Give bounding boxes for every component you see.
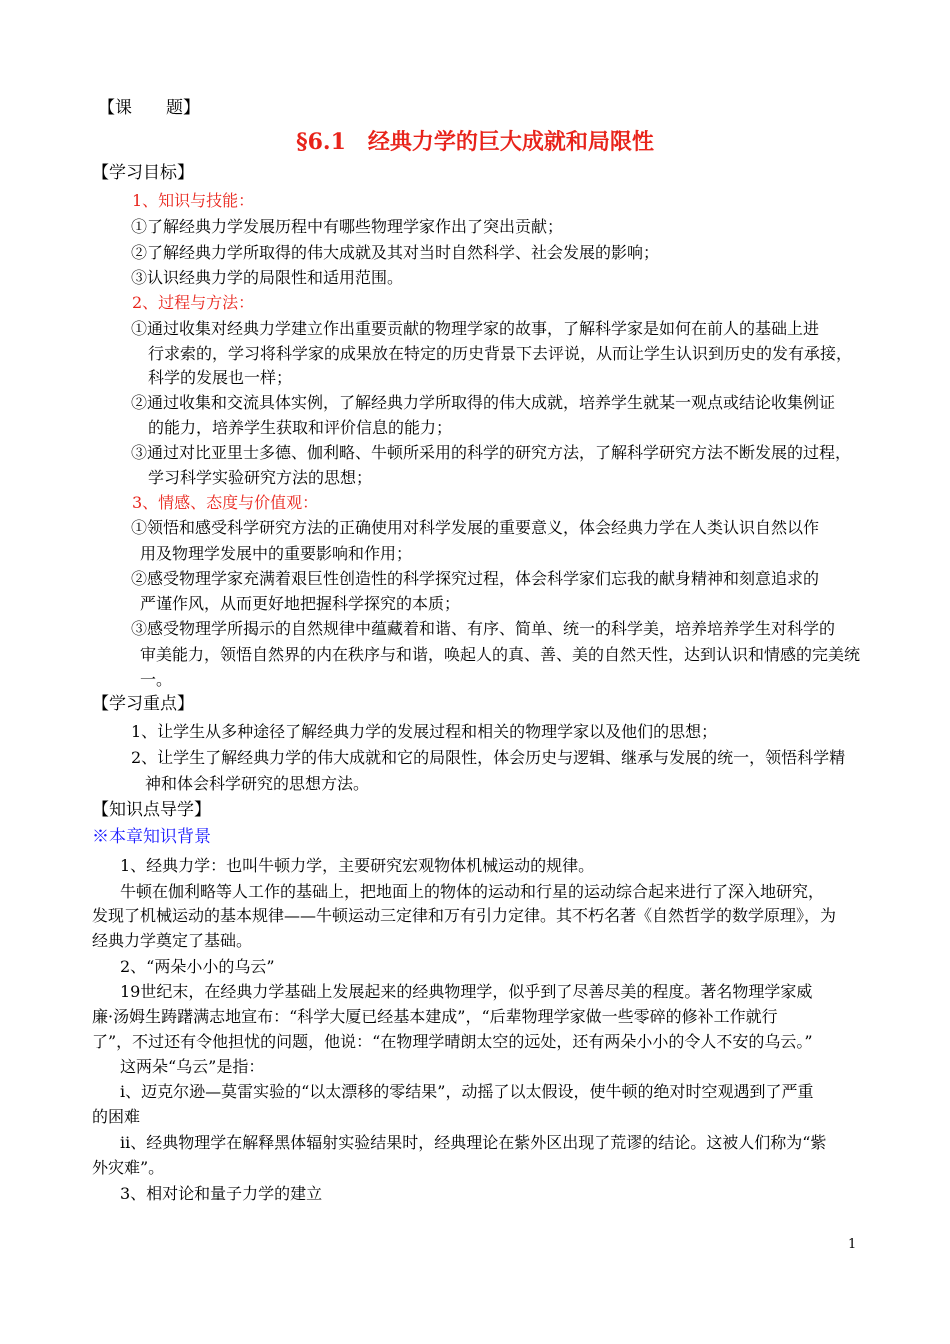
attitude-line: 严谨作风，从而更好地把握科学探究的本质； — [140, 594, 461, 613]
key-points-heading: 【学习重点】 — [92, 694, 194, 714]
process-line: 行求索的，学习将科学家的成果放在特定的历史背景下去评说，从而让学生认识到历史的发有承接， — [148, 344, 853, 363]
attitude-line: 一。 — [140, 670, 173, 689]
background-heading: ※本章知识背景 — [92, 827, 211, 847]
guide-line: 牛顿在伽利略等人工作的基础上，把地面上的物体的运动和行星的运动综合起来进行了深入地研究， — [120, 882, 825, 901]
topic-label: 【课 题】 — [98, 98, 200, 118]
key-point-line: 2、让学生了解经典力学的伟大成就和它的局限性，体会历史与逻辑、继承与发展的统一，领悟科学精 — [131, 748, 846, 767]
page-title: §6.1 经典力学的巨大成就和局限性 — [296, 129, 654, 155]
attitude-line: ②感受物理学家充满着艰巨性创造性的科学探究过程，体会科学家们忘我的献身精神和刻意追求的 — [131, 569, 820, 588]
knowledge-item: ①了解经典力学发展历程中有哪些物理学家作出了突出贡献； — [131, 217, 564, 236]
process-line: ②通过收集和交流具体实例，了解经典力学所取得的伟大成就，培养学生就某一观点或结论收集例证 — [131, 393, 836, 412]
guide-line: ⅱ、经典物理学在解释黑体辐射实验结果时，经典理论在紫外区出现了荒谬的结论。这被人们称为“紫 — [120, 1133, 827, 1152]
guide-line: 外灾难”。 — [92, 1158, 165, 1177]
key-point-line: 1、让学生从多种途径了解经典力学的发展过程和相关的物理学家以及他们的思想； — [131, 722, 718, 741]
attitude-line: 用及物理学发展中的重要影响和作用； — [140, 544, 413, 563]
process-line: 科学的发展也一样； — [148, 368, 293, 387]
guide-heading: 【知识点导学】 — [92, 800, 211, 820]
process-line: ①通过收集对经典力学建立作出重要贡献的物理学家的故事，了解科学家是如何在前人的基础上进 — [131, 319, 820, 338]
attitude-heading: 3、情感、态度与价值观： — [132, 493, 319, 512]
attitude-line: ①领悟和感受科学研究方法的正确使用对科学发展的重要意义，体会经典力学在人类认识自然以作 — [131, 518, 820, 537]
knowledge-item: ③认识经典力学的局限性和适用范围。 — [131, 268, 404, 287]
guide-line: 了”，不过还有令他担忧的问题，他说：“在物理学晴朗太空的远处，还有两朵小小的令人不安的乌云。” — [92, 1032, 813, 1051]
guide-line: 发现了机械运动的基本规律——牛顿运动三定律和万有引力定律。其不朽名著《自然哲学的数学原理》，为 — [92, 906, 837, 925]
process-line: 学习科学实验研究方法的思想； — [148, 468, 373, 487]
process-line: ③通过对比亚里士多德、伽利略、牛顿所采用的科学的研究方法，了解科学研究方法不断发展的过程， — [131, 443, 852, 462]
guide-line: 19世纪末，在经典力学基础上发展起来的经典物理学，似乎到了尽善尽美的程度。著名物理学家威 — [120, 982, 813, 1001]
guide-line: 2、“两朵小小的乌云” — [120, 957, 275, 976]
knowledge-item: ②了解经典力学所取得的伟大成就及其对当时自然科学、社会发展的影响； — [131, 243, 660, 262]
process-line: 的能力，培养学生获取和评价信息的能力； — [148, 418, 453, 437]
key-point-line: 神和体会科学研究的思想方法。 — [145, 774, 370, 793]
attitude-line: ③感受物理学所揭示的自然规律中蕴藏着和谐、有序、简单、统一的科学美，培养培养学生对科学的 — [131, 619, 836, 638]
guide-line: 1、经典力学：也叫牛顿力学，主要研究宏观物体机械运动的规律。 — [120, 856, 595, 875]
attitude-line: 审美能力，领悟自然界的内在秩序与和谐，唤起人的真、善、美的自然天性，达到认识和情感的完美统 — [140, 645, 861, 664]
guide-line: 这两朵“乌云”是指： — [120, 1057, 265, 1076]
guide-line: ⅰ、迈克尔逊—莫雷实验的“以太漂移的零结果”，动摇了以太假设，使牛顿的绝对时空观遇到了严重 — [120, 1082, 814, 1101]
guide-line: 廉·汤姆生踌躇满志地宣布：“科学大厦已经基本建成”，“后辈物理学家做一些零碎的修补工作就行 — [92, 1007, 778, 1026]
guide-line: 3、相对论和量子力学的建立 — [120, 1184, 323, 1203]
objectives-heading: 【学习目标】 — [92, 163, 194, 183]
guide-line: 的困难 — [92, 1107, 141, 1126]
page-number: 1 — [848, 1237, 857, 1252]
guide-line: 经典力学奠定了基础。 — [92, 931, 253, 950]
process-heading: 2、过程与方法： — [132, 293, 255, 312]
knowledge-heading: 1、知识与技能： — [132, 191, 255, 210]
